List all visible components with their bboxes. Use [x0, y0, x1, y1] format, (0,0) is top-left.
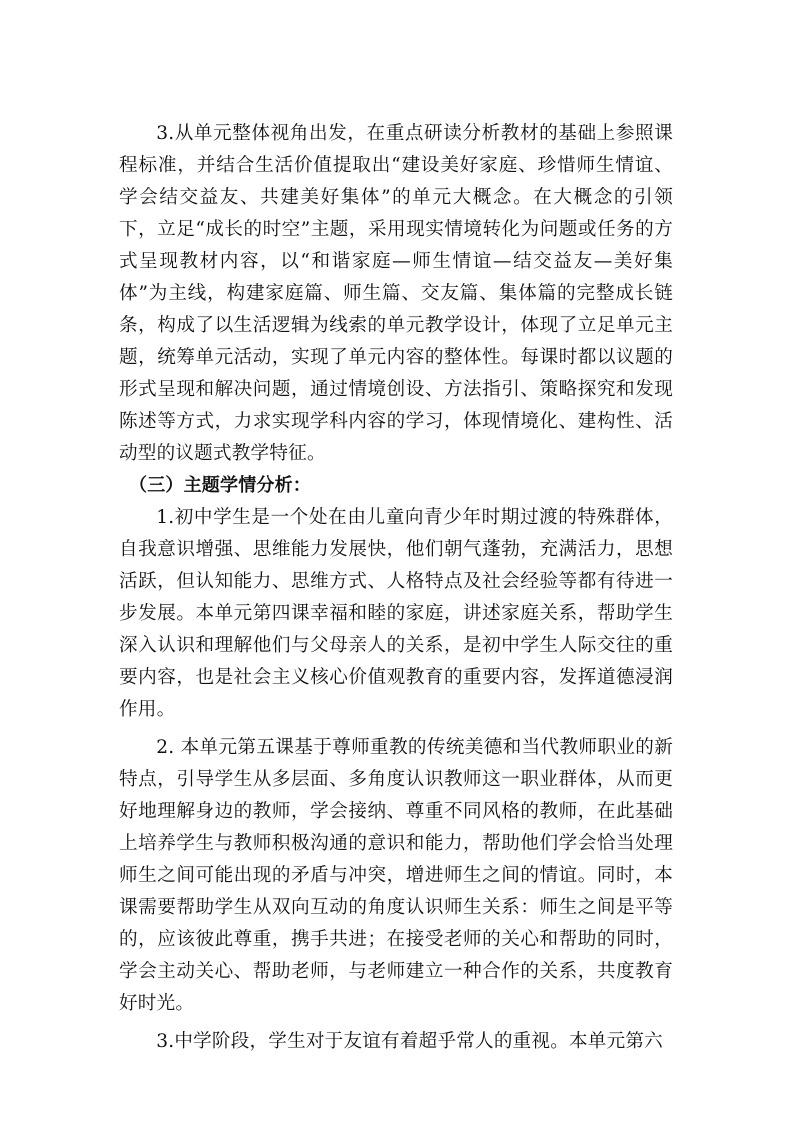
document-body — [119, 118, 673, 1058]
paragraph-analysis-3: 3.中学阶段，学生对于友谊有着超乎常人的重视。本单元第六 — [156, 1031, 663, 1052]
section-heading-learning-analysis: （三）主题学情分析： — [129, 475, 311, 496]
paragraph-analysis-2: 2. 本单元第五课基于尊师重教的传统美德和当代教师职业的新特点，引导学生从多层面、多角度认识教师这一职业群体，从而更好地理解身边的教师，学会接纳、尊重不同风格的教师，在此基础上培养学生与教师积极沟通的意识和能力，帮助他们学会恰当处理师生之间可能出现的矛盾与冲突，增进师生之间的情谊。同时，本课需要帮助学生从双向互动的角度认识师生关系：师生之间是平等的，应该彼此尊重，携手共进；在接受老师的关心和帮助的同时，学会主动关心、帮助老师，与老师建立一种合作的关系，共度教育好时光。 — [119, 737, 673, 1014]
paragraph-analysis-1: 1.初中学生是一个处在由儿童向青少年时期过渡的特殊群体，自我意识增强、思维能力发展快，他们朝气蓬勃，充满活力，思想活跃，但认知能力、思维方式、人格特点及社会经验等都有待进一步发展。本单元第四课幸福和睦的家庭，讲述家庭关系，帮助学生深入认识和理解他们与父母亲人的关系，是初中学生人际交往的重要内容，也是社会主义核心价值观教育的重要内容，发挥道德浸润作用。 — [119, 507, 673, 720]
paragraph-unit-perspective: 3.从单元整体视角出发，在重点研读分析教材的基础上参照课程标准，并结合生活价值提取出“建设美好家庭、珍惜师生情谊、学会结交益友、共建美好集体”的单元大概念。在大概念的引领下，立足“成长的时空”主题，采用现实情境转化为问题或任务的方式呈现教材内容，以“和谐家庭—师生情谊—结交益友—美好集体”为主线，构建家庭篇、师生篇、交友篇、集体篇的完整成长链条，构成了以生活逻辑为线索的单元教学设计，体现了立足单元主题，统筹单元活动，实现了单元内容的整体性。每课时都以议题的形式呈现和解决问题，通过情境创设、方法指引、策略探究和发现陈述等方式，力求实现学科内容的学习，体现情境化、建构性、活动型的议题式教学特征。 — [119, 123, 673, 464]
